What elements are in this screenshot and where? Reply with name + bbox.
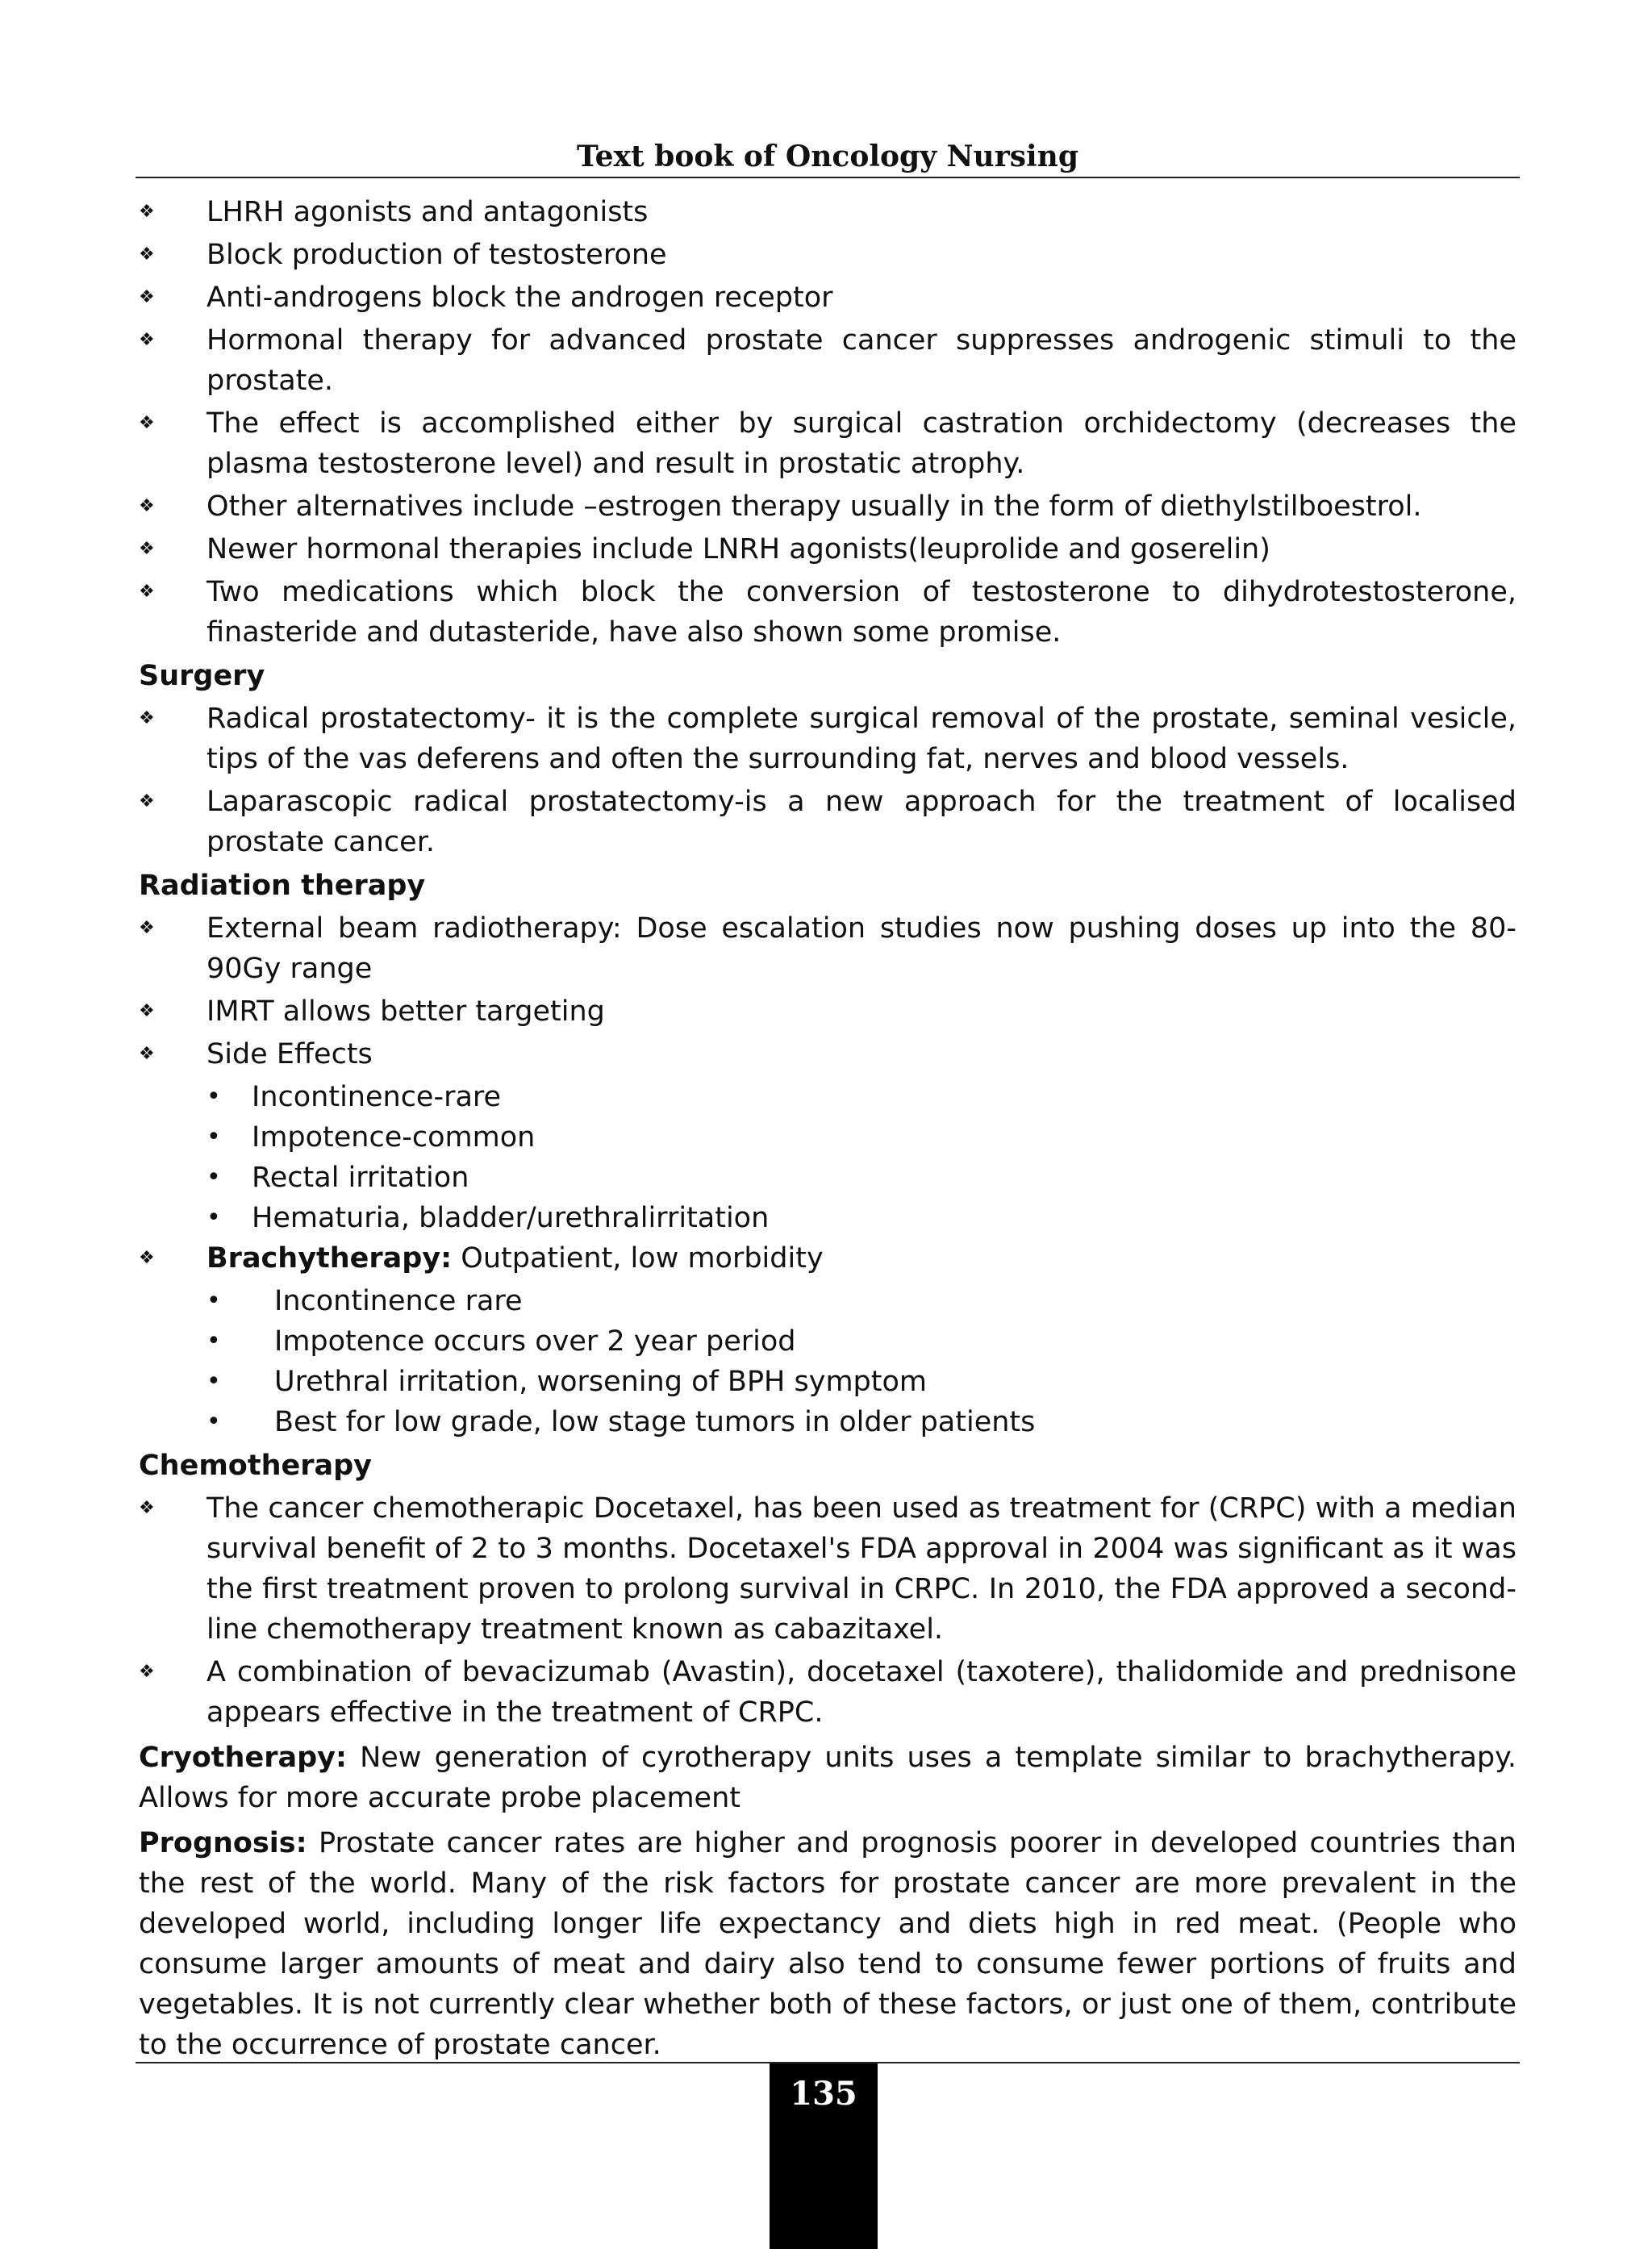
diamond-bullet-icon: ❖ [139,1498,155,1518]
sub-list-item: • Impotence occurs over 2 year period [139,1321,1516,1362]
dot-bullet-icon: • [206,1327,221,1355]
sub-list-item: • Incontinence-rare [139,1077,1516,1117]
diamond-bullet-icon: ❖ [139,708,155,728]
list-item: ❖ Newer hormonal therapies include LNRH agonists(leuprolide and goserelin) [139,529,1516,570]
diamond-bullet-icon: ❖ [139,582,155,602]
sub-list-item: • Rectal irritation [139,1158,1516,1198]
list-item: ❖ A combination of bevacizumab (Avastin), docetaxel (taxotere), thalidomide and prednisone appears effective in the treatment of CRPC. [139,1652,1516,1733]
brachytherapy-label: Brachytherapy: [206,1242,453,1275]
list-item: ❖ Side Effects [139,1034,1516,1074]
list-item: ❖ Hormonal therapy for advanced prostate cancer suppresses androgenic stimuli to the prostate. [139,320,1516,401]
list-item: ❖ IMRT allows better targeting [139,991,1516,1032]
list-item: ❖ Other alternatives include –estrogen therapy usually in the form of diethylstilboestrol. [139,486,1516,527]
diamond-bullet-icon: ❖ [139,287,155,307]
page-body [139,192,1516,2070]
dot-bullet-icon: • [206,1287,221,1315]
dot-bullet-icon: • [206,1408,221,1436]
section-heading-radiation: Radiation therapy [139,870,426,902]
list-item: ❖ External beam radiotherapy: Dose escalation studies now pushing doses up into the 80-90Gy range [139,908,1516,989]
cryotherapy-label: Cryotherapy: [139,1742,347,1774]
prognosis-label: Prognosis: [139,1827,307,1859]
sub-list-item: • Incontinence rare [139,1281,1516,1321]
diamond-bullet-icon: ❖ [139,202,155,222]
diamond-bullet-icon: ❖ [139,1001,155,1021]
section-heading-chemotherapy: Chemotherapy [139,1450,372,1482]
list-item: ❖ Radical prostatectomy- it is the complete surgical removal of the prostate, seminal vesicle, tips of the vas deferens and often the surrounding fat, nerves and blood vessels. [139,699,1516,779]
sub-list-item: • Impotence-common [139,1117,1516,1158]
header-rule [136,177,1520,178]
running-header: Text book of Oncology Nursing [576,140,1078,173]
diamond-bullet-icon: ❖ [139,918,155,938]
diamond-bullet-icon: ❖ [139,413,155,433]
dot-bullet-icon: • [206,1083,221,1111]
diamond-bullet-icon: ❖ [139,496,155,516]
diamond-bullet-icon: ❖ [139,244,155,265]
diamond-bullet-icon: ❖ [139,1662,155,1682]
sub-list-item: • Best for low grade, low stage tumors in older patients [139,1402,1516,1442]
section-heading-surgery: Surgery [139,660,265,692]
list-item: ❖ Laparascopic radical prostatectomy-is a new approach for the treatment of localised prostate cancer. [139,782,1516,862]
diamond-bullet-icon: ❖ [139,791,155,812]
dot-bullet-icon: • [206,1204,221,1232]
sub-list-item: • Urethral irritation, worsening of BPH symptom [139,1362,1516,1402]
diamond-bullet-icon: ❖ [139,1248,155,1268]
diamond-bullet-icon: ❖ [139,539,155,559]
list-item: ❖ Anti-androgens block the androgen receptor [139,277,1516,318]
list-item: ❖ Two medications which block the conversion of testosterone to dihydrotestosterone, finasteride and dutasteride, have also shown some promise. [139,572,1516,653]
list-item: ❖ LHRH agonists and antagonists [139,192,1516,232]
sub-list-item: • Hematuria, bladder/urethralirritation [139,1198,1516,1238]
list-item: ❖ The cancer chemotherapic Docetaxel, has been used as treatment for (CRPC) with a median survival benefit of 2 to 3 months. Docetaxel's FDA approval in 2004 was significant as it was the first treatment proven to prolong survival in CRPC. In 2010, the FDA approved a second-line chemotherapy treatment known as cabazitaxel. [139,1488,1516,1650]
dot-bullet-icon: • [206,1163,221,1191]
page-number: 135 [770,2063,878,2249]
list-item: ❖ Block production of testosterone [139,235,1516,275]
diamond-bullet-icon: ❖ [139,330,155,350]
cryotherapy-paragraph: Cryotherapy: New generation of cyrotherapy units uses a template similar to brachytherapy. Allows for more accurate probe placement [139,1742,1516,1814]
dot-bullet-icon: • [206,1367,221,1396]
list-item: ❖ Brachytherapy: Outpatient, low morbidity [139,1238,1516,1279]
dot-bullet-icon: • [206,1123,221,1151]
prognosis-paragraph: Prognosis: Prostate cancer rates are higher and prognosis poorer in developed countries than the rest of the world. Many of the risk factors for prostate cancer are more prevalent in the developed world, including longer life expectancy and diets high in red meat. (People who consume larger amounts of meat and dairy also tend to consume fewer portions of fruits and vegetables. It is not currently clear whether both of these factors, or just one of them, contribute to the occurrence of prostate cancer. [139,1827,1516,2061]
diamond-bullet-icon: ❖ [139,1044,155,1064]
list-item: ❖ The effect is accomplished either by surgical castration orchidectomy (decreases the plasma testosterone level) and result in prostatic atrophy. [139,403,1516,484]
